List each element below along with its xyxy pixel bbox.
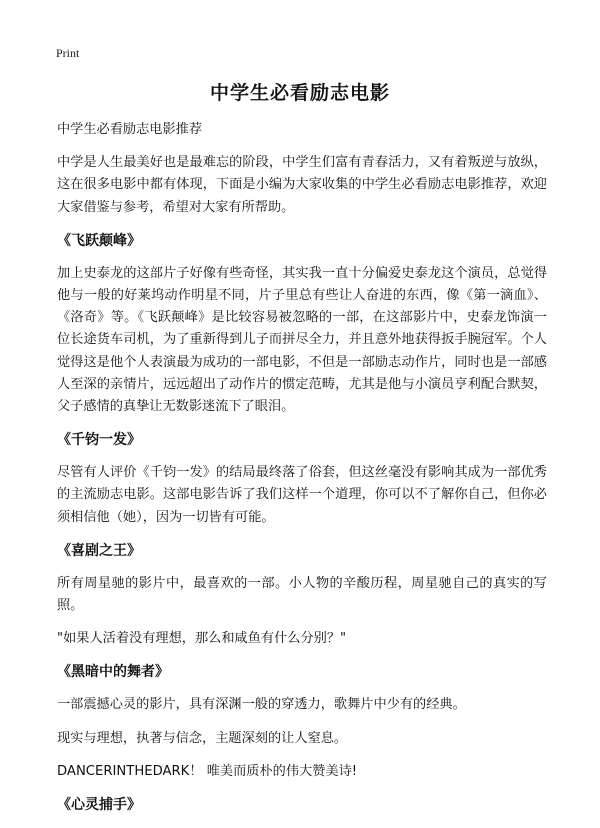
subtitle: 中学生必看励志电影推荐 bbox=[57, 122, 203, 137]
section-heading-4: 《黑暗中的舞者》 bbox=[57, 664, 169, 681]
page-title: 中学生必看励志电影 bbox=[209, 82, 390, 104]
section-4-paragraph-2: 现实与理想，执著与信念，主题深刻的让人窒息。 bbox=[57, 730, 348, 746]
section-heading-1: 《飞跃颠峰》 bbox=[57, 232, 141, 249]
section-3-paragraph-1: 所有周星驰的影片中，最喜欢的一部。小人物的辛酸历程，周星驰自己的真实的写照。 bbox=[57, 575, 547, 614]
section-heading-3: 《喜剧之王》 bbox=[57, 542, 141, 559]
print-label[interactable]: Print bbox=[56, 46, 80, 60]
section-4-paragraph-3: DANCERINTHEDARK！ 唯美而质朴的伟大赞美诗! bbox=[57, 763, 358, 779]
intro-paragraph: 中学是人生最美好也是最难忘的阶段，中学生们富有青春活力，又有着叛逆与放纵，这在很多电影中都有体现，下面是小编为大家收集的中学生必看励志电影推荐，欢迎大家借鉴与参考，希望对大家有所帮助。 bbox=[57, 155, 547, 215]
section-heading-5: 《心灵捕手》 bbox=[57, 797, 141, 814]
section-2-paragraph: 尽管有人评价《千钧一发》的结局最终落了俗套，但这丝毫没有影响其成为一部优秀的主流励志电影。这部电影告诉了我们这样一个道理，你可以不了解你自己，但你必须相信他（她），因为一切皆有可能。 bbox=[57, 465, 547, 525]
section-4-paragraph-1: 一部震撼心灵的影片，具有深渊一般的穿透力，歌舞片中少有的经典。 bbox=[57, 697, 466, 713]
section-1-paragraph: 加上史泰龙的这部片子好像有些奇怪，其实我一直十分偏爱史泰龙这个演员，总觉得他与一般的好莱坞动作明星不同，片子里总有些让人奋进的东西，像《第一滴血》、《洛奇》等。《飞跃颠峰》是比较容易被忽略的一部，在这部影片中，史泰龙饰演一位长途货车司机，为了重新得到儿子而拼尽全力，并且意外地获得扳手腕冠军。个人觉得这是他个人表演最为成功的一部电影，不但是一部励志动作片，同时也是一部感人至深的亲情片，远远超出了动作片的惯定范畴，尤其是他与小演员亨利配合默契，父子感情的真挚让无数影迷流下了眼泪。 bbox=[57, 265, 547, 415]
section-3-quote: "如果人活着没有理想，那么和咸鱼有什么分别？" bbox=[57, 631, 347, 647]
section-heading-2: 《千钧一发》 bbox=[57, 432, 141, 449]
article-body bbox=[57, 119, 547, 827]
